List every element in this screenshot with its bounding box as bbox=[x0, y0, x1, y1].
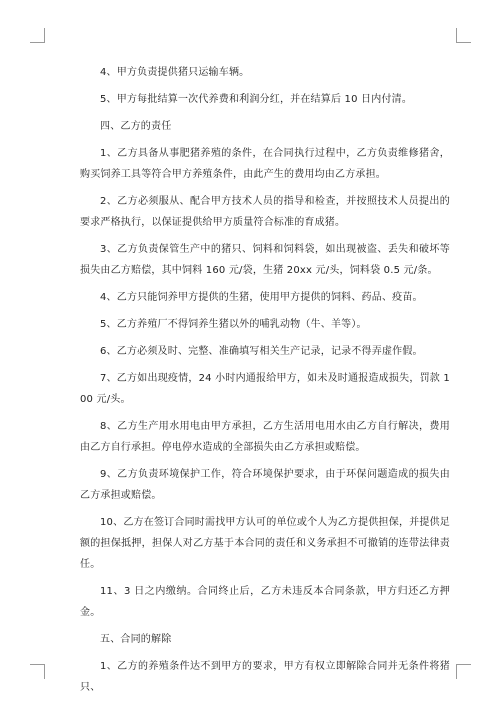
clause-5-1: 1、乙方的养殖条件达不到甲方的要求，甲方有权立即解除合同并无条件将猪只、 bbox=[80, 661, 450, 693]
crop-mark-bottom-right bbox=[456, 664, 471, 679]
clause-4-8: 8、乙方生产用水用电由甲方承担，乙方生活用电用水由乙方自行解决，费用由乙方自行承担。停电停水造成的全部损失由乙方承担或赔偿。 bbox=[80, 421, 450, 453]
crop-mark-bottom-left bbox=[30, 664, 45, 679]
clause-4-4: 4、乙方只能饲养甲方提供的生猪，使用甲方提供的饲料、药品、疫苗。 bbox=[100, 292, 423, 303]
crop-mark-top-right bbox=[456, 28, 471, 43]
clause-4-3: 3、乙方负责保管生产中的猪只、饲料和饲料袋，如出现被盗、丢失和破坏等损失由乙方赔偿，其中饲料 160 元/袋，生猪 20xx 元/头，饲料袋 0.5 元/条。 bbox=[80, 244, 450, 276]
clause-4-10: 10、乙方在签订合同时需找甲方认可的单位或个人为乙方提供担保，并提供足额的担保抵押，担保人对乙方基于本合同的责任和义务承担不可撤销的连带法律责任。 bbox=[80, 517, 450, 570]
clause-4-6: 6、乙方必须及时、完整、准确填写相关生产记录，记录不得弄虚作假。 bbox=[100, 346, 423, 357]
section-heading-5: 五、合同的解除 bbox=[100, 634, 172, 645]
crop-mark-top-left bbox=[30, 28, 45, 43]
section-heading-4: 四、乙方的责任 bbox=[100, 121, 172, 132]
document-body bbox=[80, 62, 450, 704]
clause-4-11: 11、3 日之内缴纳。合同终止后，乙方未违反本合同条款，甲方归还乙方押金。 bbox=[80, 586, 450, 618]
clause-4-1: 1、乙方具备从事肥猪养殖的条件，在合同执行过程中，乙方负责维修猪舍，购买饲养工具等符合甲方养殖条件，由此产生的费用均由乙方承担。 bbox=[80, 148, 450, 180]
clause-3-4: 4、甲方负责提供猪只运输车辆。 bbox=[100, 67, 250, 78]
clause-3-5: 5、甲方每批结算一次代养费和利润分红，并在结算后 10 日内付清。 bbox=[100, 94, 413, 105]
clause-4-9: 9、乙方负责环境保护工作，符合环境保护要求，由于环保问题造成的损失由乙方承担或赔偿。 bbox=[80, 469, 450, 501]
clause-4-2: 2、乙方必须服从、配合甲方技术人员的指导和检查，并按照技术人员提出的要求严格执行，以保证提供给甲方质量符合标准的育成猪。 bbox=[80, 196, 450, 228]
clause-4-7: 7、乙方如出现疫情，24 小时内通报给甲方，如未及时通报造成损失，罚款 100 元/头。 bbox=[80, 373, 450, 405]
clause-4-5: 5、乙方养殖厂不得饲养生猪以外的哺乳动物（牛、羊等）。 bbox=[100, 319, 367, 330]
